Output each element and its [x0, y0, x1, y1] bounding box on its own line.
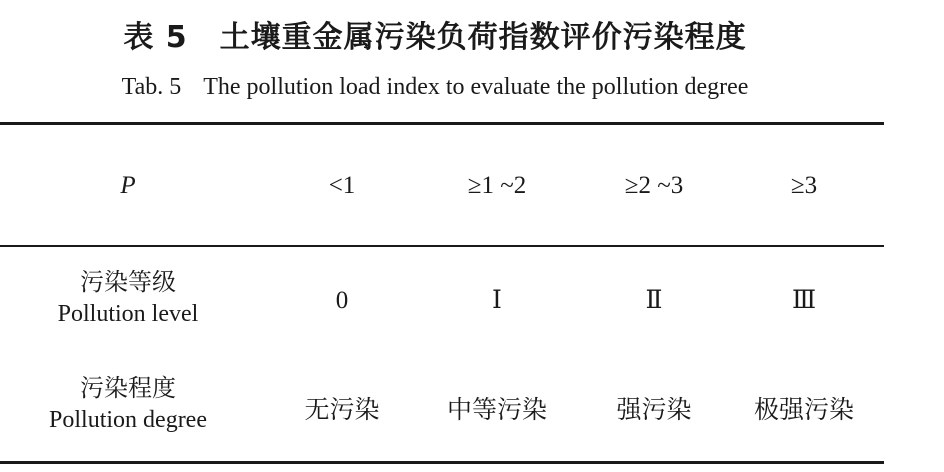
- table-number-chinese: 表 5: [123, 20, 188, 55]
- level-value-1: 0: [335, 287, 349, 314]
- level-value-3: Ⅱ: [645, 287, 663, 314]
- level-value-2: Ⅰ: [492, 287, 502, 314]
- header-label-p: P: [120, 172, 136, 199]
- table-title-english: [0, 74, 870, 101]
- row-label-en: Pollution degree: [49, 407, 207, 433]
- degree-value-3: 强污染: [616, 395, 692, 424]
- table-bottom-rule: [0, 461, 884, 464]
- row-label-pollution-degree: [49, 372, 207, 436]
- row-label-en: Pollution level: [57, 301, 199, 327]
- table-title-chinese: [0, 12, 870, 56]
- degree-value-4: 极强污染: [753, 395, 855, 424]
- row-label-cn: 污染等级: [79, 268, 176, 296]
- header-range-4: ≥3: [790, 172, 818, 199]
- row-label-pollution-level: [58, 266, 199, 330]
- header-range-3: ≥2 ~3: [624, 172, 684, 199]
- table-title-chinese-text: 土壤重金属污染负荷指数评价污染程度: [219, 20, 747, 55]
- degree-value-2: 中等污染: [446, 395, 548, 424]
- header-range-2: ≥1 ~2: [467, 172, 527, 199]
- degree-value-1: 无污染: [304, 395, 380, 424]
- row-label-cn: 污染程度: [80, 374, 176, 402]
- table-title-english-text: The pollution load index to evaluate the pollution degree: [203, 74, 749, 100]
- table-header-rule: [0, 245, 884, 247]
- level-value-4: Ⅲ: [791, 287, 817, 314]
- header-range-1: <1: [328, 172, 356, 199]
- table-top-rule: [0, 122, 884, 125]
- table-number-english: Tab. 5: [121, 74, 182, 100]
